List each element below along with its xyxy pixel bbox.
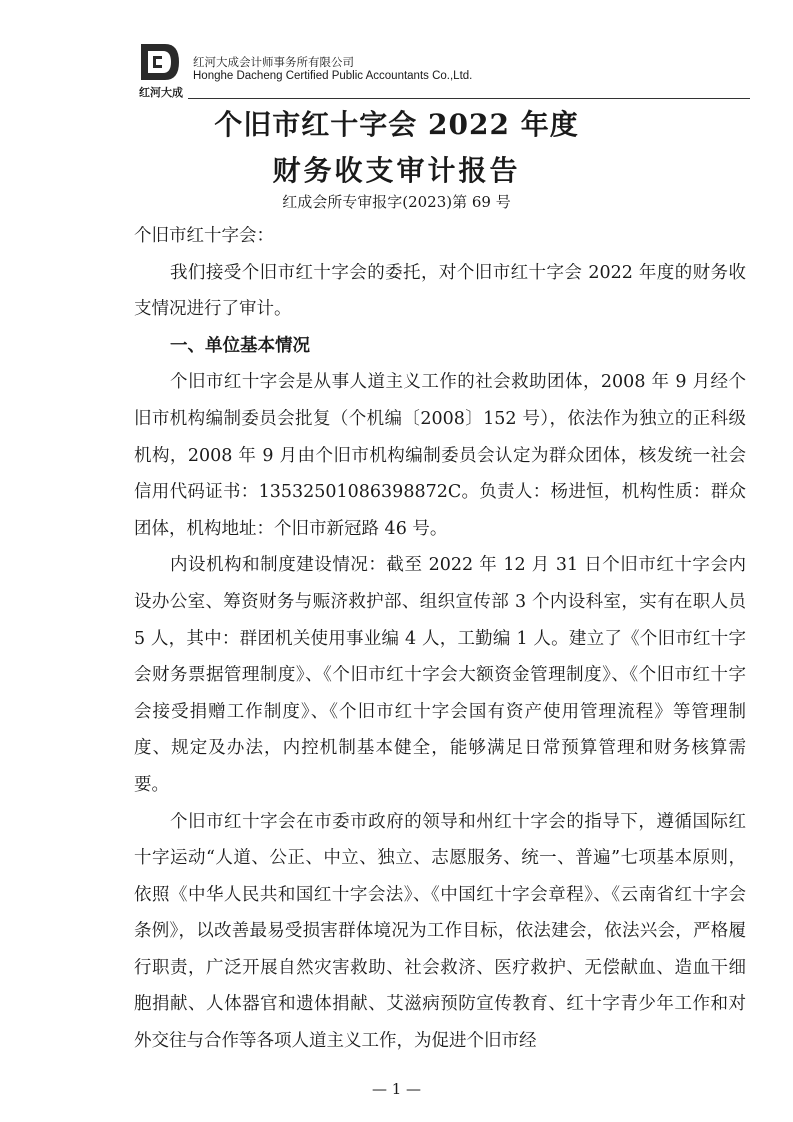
intro-paragraph: 我们接受个旧市红十字会的委托，对个旧市红十字会 2022 年度的财务收支情况进行了审计。 [134, 262, 746, 320]
firm-logo-icon [139, 42, 181, 82]
document-number: 红成会所专审报字(2023)第 69 号 [282, 193, 511, 211]
firm-logo [135, 42, 185, 98]
letterhead [135, 40, 750, 102]
report-body [134, 218, 746, 1060]
header-divider [188, 98, 750, 99]
addressee: 个旧市红十字会： [134, 226, 274, 246]
page-number: — 1 — [371, 1080, 422, 1098]
section-heading: 一、单位基本情况 [170, 335, 310, 356]
paragraph-basic-info: 个旧市红十字会是从事人道主义工作的社会救助团体，2008 年 9 月经个旧市机构编制委员会批复（个机编〔2008〕152 号），依法作为独立的正科级机构，2008 年 9 月由个旧市机构编制委员会认定为群众团体，核发统一社会信用代码证书：13532501086398872C。负责人：杨进恒，机构性质：群众团体，机构地址：个旧市新冠路 46 号。 [134, 372, 746, 539]
paragraph-internal-structure: 内设机构和制度建设情况：截至 2022 年 12 月 31 日个旧市红十字会内设办公室、筹资财务与赈济救护部、组织宣传部 3 个内设科室，实有在职人员 5 人，其中：群团机关使用事业编 4 人，工勤编 1 人。建立了《个旧市红十字会财务票据管理制度》、《个旧市红十字会大额资金管理制度》、《个旧市红十字会接受捐赠工作制度》、《个旧市红十字会国有资产使用管理流程》等管理制度、规定及办法，内控机制基本健全，能够满足日常预算管理和财务核算需要。 [134, 555, 746, 795]
logo-text: 红河大成 [139, 86, 183, 99]
report-title-line2: 财务收支审计报告 [272, 154, 521, 187]
firm-name-en: Honghe Dacheng Certified Public Accountants Co.,Ltd. [193, 70, 473, 82]
paragraph-mission: 个旧市红十字会在市委市政府的领导和州红十字会的指导下，遵循国际红十字运动“人道、公正、中立、独立、志愿服务、统一、普遍”七项基本原则，依照《中华人民共和国红十字会法》、《中国红十字会章程》、《云南省红十字会条例》，以改善最易受损害群体境况为工作目标，依法建会，依法兴会，严格履行职责，广泛开展自然灾害救助、社会救济、医疗救护、无偿献血、造血干细胞捐献、人体器官和遗体捐献、艾滋病预防宣传教育、红十字青少年工作和对外交往与合作等各项人道主义工作，为促进个旧市经 [134, 811, 746, 1052]
report-title-line1: 个旧市红十字会 2022 年度 [214, 108, 579, 141]
firm-name-cn: 红河大成会计师事务所有限公司 [193, 55, 354, 69]
